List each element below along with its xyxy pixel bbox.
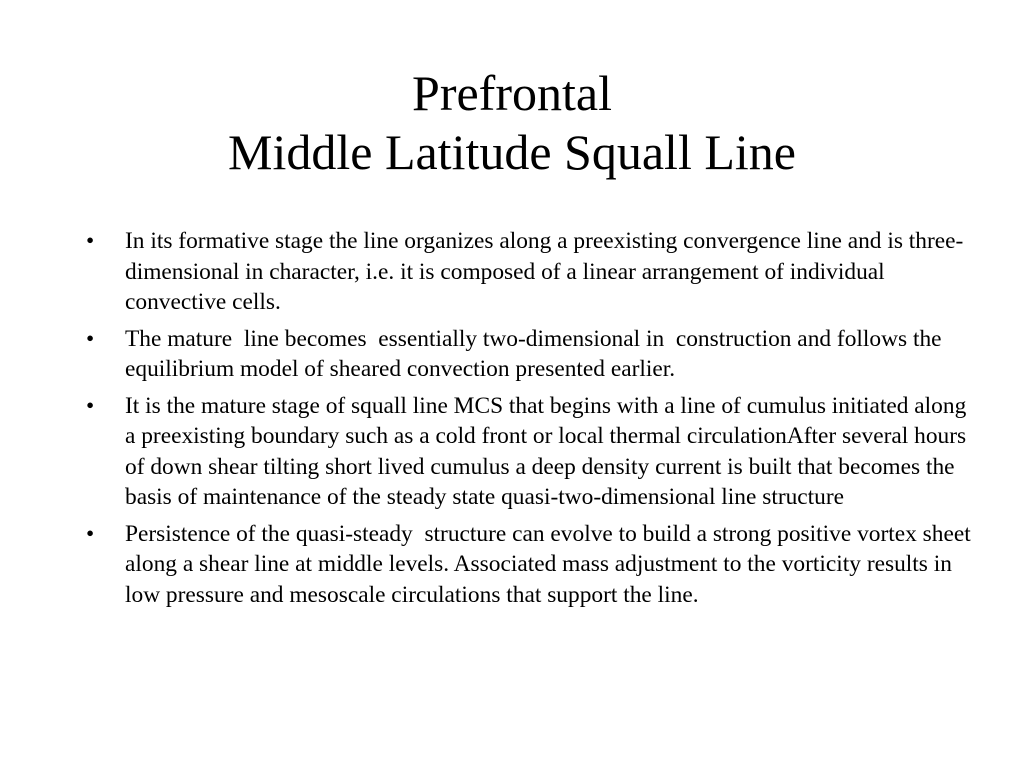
bullet-item-3 bbox=[0, 391, 1024, 513]
bullet-item-2 bbox=[0, 324, 1024, 385]
title-line-2: Middle Latitude Squall Line bbox=[228, 124, 796, 180]
bullet-text-3: It is the mature stage of squall line MCS that begins with a line of cumulus initiated along a preexisting boundary such as a cold front or local thermal circulationAfter several hours of down shear tilting short lived cumulus a deep density current is built that becomes the basis of maintenance of the steady state quasi-two-dimensional line structure bbox=[125, 392, 973, 510]
bullet-item-1 bbox=[0, 226, 1024, 318]
slide-title bbox=[60, 64, 964, 182]
bullet-dot-icon: • bbox=[86, 520, 95, 547]
bullet-text-1: In its formative stage the line organizes along a preexisting convergence line and is three-dimensional in character, i.e. it is composed of a linear arrangement of individual convective cells. bbox=[125, 228, 964, 315]
title-line-1: Prefrontal bbox=[412, 65, 612, 121]
bullet-item-4 bbox=[0, 519, 1024, 611]
bullet-dot-icon: • bbox=[86, 325, 95, 352]
bullet-text-4: Persistence of the quasi-steady structure can evolve to build a strong positive vortex sheet along a shear line at middle levels. Associated mass adjustment to the vorticity results in low pressure and mesoscale circulations that support the line. bbox=[125, 520, 977, 608]
bullet-list bbox=[0, 226, 1024, 616]
bullet-dot-icon: • bbox=[86, 228, 95, 254]
bullet-text-2: The mature line becomes essentially two-dimensional in construction and follows the equilibrium model of sheared convection presented earlier. bbox=[125, 325, 948, 382]
bullet-dot-icon: • bbox=[86, 392, 95, 419]
